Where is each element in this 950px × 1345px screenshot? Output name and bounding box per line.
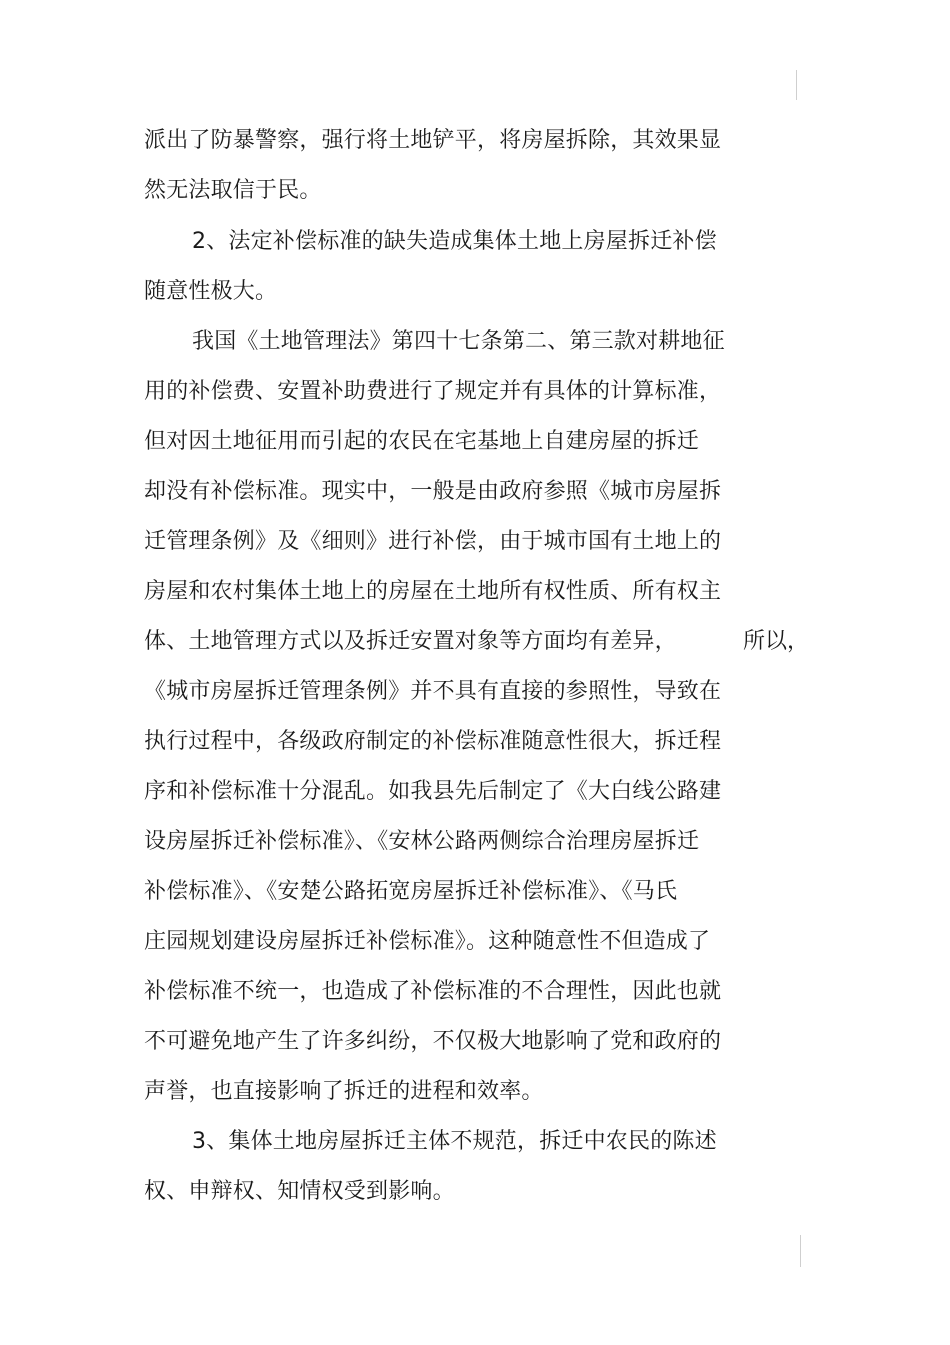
text-line: 体、土地管理方式以及拆迁安置对象等方面均有差异， xyxy=(144,629,677,654)
text-line: 随意性极大。 xyxy=(144,279,278,304)
text-line: 执行过程中，各级政府制定的补偿标准随意性很大，拆迁程 xyxy=(144,729,722,754)
paragraph-start: 我国《土地管理法》第四十七条第二、第三款对耕地征 xyxy=(192,329,725,354)
text-line: 序和补偿标准十分混乱。如我县先后制定了《大白线公路建 xyxy=(144,779,722,804)
text-line: 庄园规划建设房屋拆迁补偿标准》。这种随意性不但造成了 xyxy=(144,929,711,954)
text-line: 补偿标准》、《安楚公路拓宽房屋拆迁补偿标准》、《马氏 xyxy=(144,879,678,904)
text-line: 却没有补偿标准。现实中，一般是由政府参照《城市房屋拆 xyxy=(144,479,722,504)
text-line: 然无法取信于民。 xyxy=(144,178,322,203)
corner-mark-top xyxy=(796,70,797,100)
text-line: 用的补偿费、安置补助费进行了规定并有具体的计算标准， xyxy=(144,379,722,404)
text-line: 权、申辩权、知情权受到影响。 xyxy=(144,1179,455,1204)
text-line: 派出了防暴警察，强行将土地铲平，将房屋拆除，其效果显 xyxy=(144,128,722,153)
text-line: 声誉，也直接影响了拆迁的进程和效率。 xyxy=(144,1079,544,1104)
text-line: 设房屋拆迁补偿标准》、《安林公路两侧综合治理房屋拆迁 xyxy=(144,829,700,854)
text-line-tail: 所以， xyxy=(743,629,810,654)
text-line: 补偿标准不统一，也造成了补偿标准的不合理性，因此也就 xyxy=(144,979,722,1004)
text-line: 《城市房屋拆迁管理条例》并不具有直接的参照性，导致在 xyxy=(144,679,722,704)
section-heading-2: 2、法定补偿标准的缺失造成集体土地上房屋拆迁补偿 xyxy=(192,229,717,254)
text-line: 迁管理条例》及《细则》进行补偿，由于城市国有土地上的 xyxy=(144,529,722,554)
text-line: 不可避免地产生了许多纠纷，不仅极大地影响了党和政府的 xyxy=(144,1029,722,1054)
corner-mark-bottom xyxy=(800,1235,801,1267)
text-line: 但对因土地征用而引起的农民在宅基地上自建房屋的拆迁 xyxy=(144,429,700,454)
text-line: 房屋和农村集体土地上的房屋在土地所有权性质、所有权主 xyxy=(144,579,722,604)
section-heading-3: 3、集体土地房屋拆迁主体不规范，拆迁中农民的陈述 xyxy=(192,1129,717,1154)
